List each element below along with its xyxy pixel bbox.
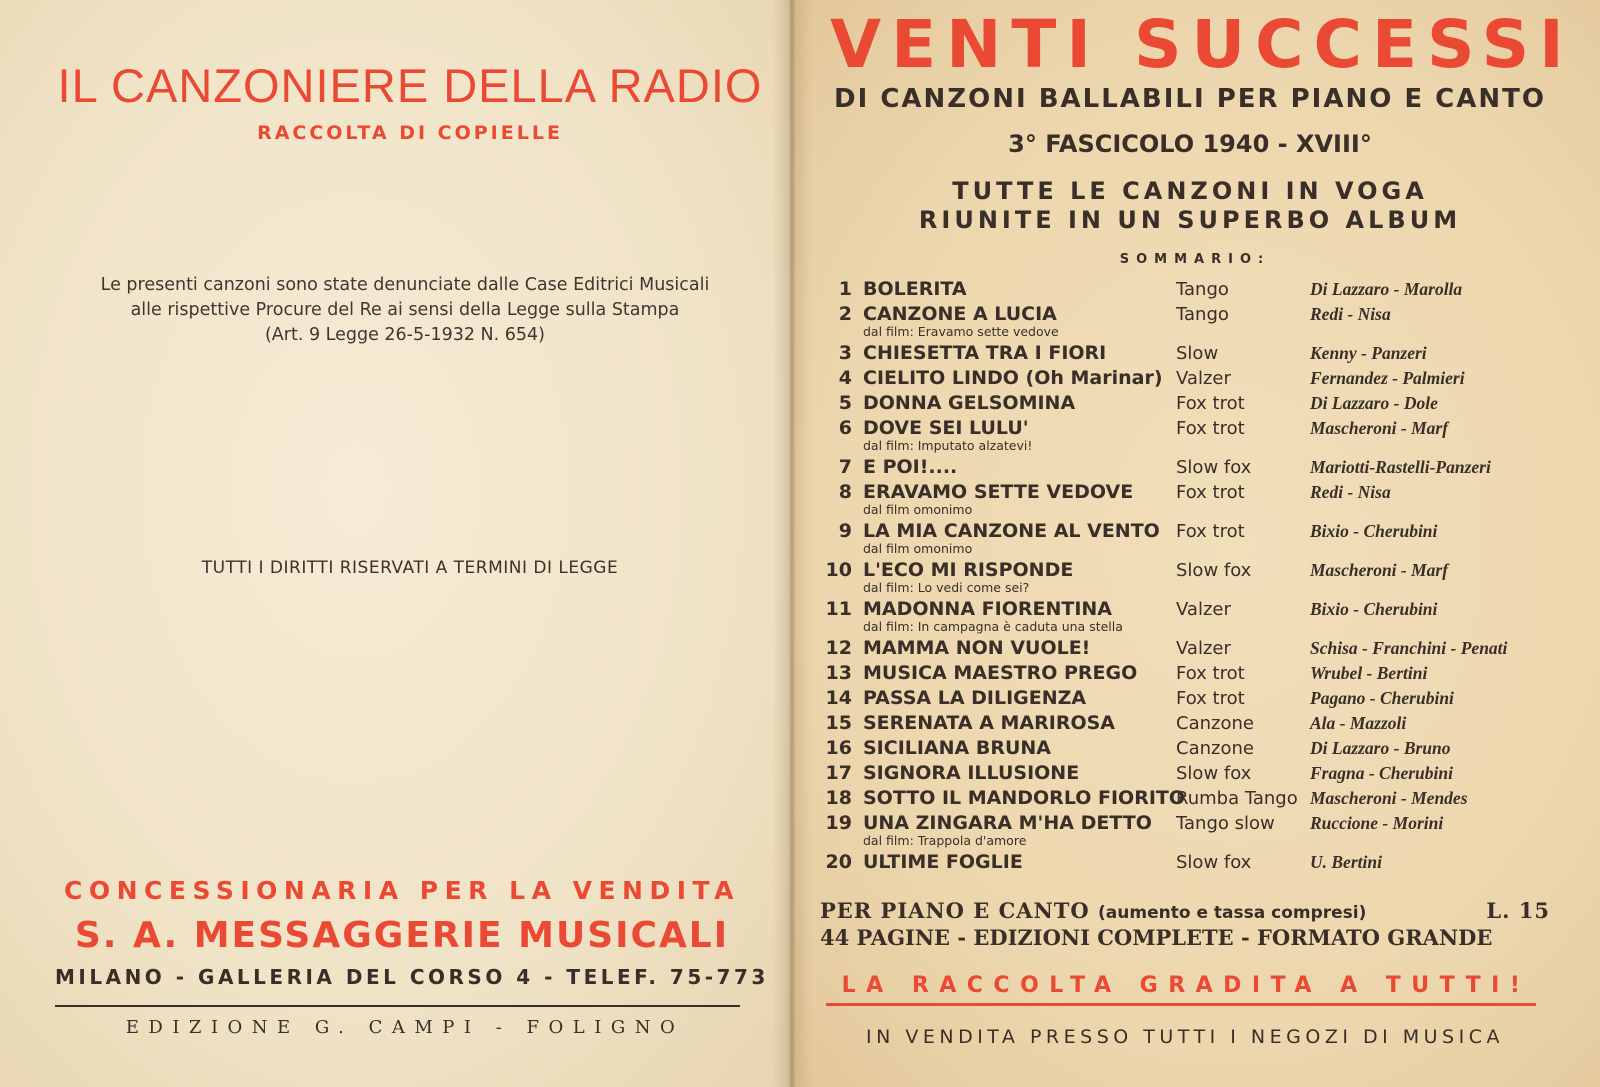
- legal-notice-line: alle rispettive Procure del Re ai sensi della Legge sulla Stampa: [130, 300, 680, 320]
- song-genre: Valzer: [1176, 638, 1231, 659]
- song-authors: Pagano - Cherubini: [1310, 688, 1454, 708]
- song-row: [820, 342, 1550, 367]
- song-list: [820, 278, 1550, 876]
- song-number: 16: [825, 737, 852, 759]
- song-title: CIELITO LINDO (Oh Marinar): [863, 367, 1163, 389]
- song-title: DONNA GELSOMINA: [863, 392, 1076, 414]
- song-title: CANZONE A LUCIA: [863, 303, 1057, 325]
- song-genre: Tango: [1176, 279, 1229, 300]
- price-line-label: PER PIANO E CANTO: [820, 898, 1090, 923]
- song-genre: Slow fox: [1176, 560, 1252, 581]
- song-authors: Ala - Mazzoli: [1310, 713, 1407, 733]
- song-row: [820, 417, 1550, 456]
- left-page-subtitle: RACCOLTA DI COPIELLE: [257, 122, 563, 144]
- song-row: [820, 520, 1550, 559]
- song-number: 5: [838, 392, 852, 414]
- song-authors: Bixio - Cherubini: [1310, 521, 1438, 541]
- legal-notice-line: Le presenti canzoni sono state denunciate dalle Case Editrici Musicali: [100, 275, 710, 295]
- issue-label: 3° FASCICOLO 1940 - XVIII°: [1008, 130, 1372, 158]
- edition-credit: EDIZIONE G. CAMPI - FOLIGNO: [125, 1017, 685, 1038]
- slogan-underline: [826, 1003, 1536, 1006]
- song-number: 13: [825, 662, 852, 684]
- slogan: LA RACCOLTA GRADITA A TUTTI!: [841, 973, 1531, 998]
- legal-notice: [55, 273, 755, 348]
- divider: [55, 1005, 740, 1007]
- song-title: BOLERITA: [863, 278, 967, 300]
- format-line: 44 PAGINE - EDIZIONI COMPLETE - FORMATO GRANDE: [820, 925, 1493, 950]
- song-number: 1: [838, 278, 852, 300]
- availability-line: IN VENDITA PRESSO TUTTI I NEGOZI DI MUSICA: [866, 1026, 1504, 1048]
- song-genre: Fox trot: [1176, 663, 1245, 684]
- song-number: 11: [825, 598, 852, 620]
- song-row: [820, 712, 1550, 737]
- song-genre: Slow fox: [1176, 852, 1252, 873]
- song-number: 18: [825, 787, 852, 809]
- song-authors: Redi - Nisa: [1310, 482, 1391, 502]
- song-genre: Fox trot: [1176, 688, 1245, 709]
- summary-heading: SOMMARIO:: [1119, 252, 1271, 267]
- song-number: 10: [825, 559, 852, 581]
- right-page-subtitle: DI CANZONI BALLABILI PER PIANO E CANTO: [834, 84, 1546, 114]
- song-authors: Fernandez - Palmieri: [1310, 368, 1465, 388]
- song-title: PASSA LA DILIGENZA: [863, 687, 1087, 709]
- song-authors: Di Lazzaro - Dole: [1310, 393, 1438, 413]
- song-row: [820, 812, 1550, 851]
- song-number: 4: [838, 367, 852, 389]
- song-number: 2: [838, 303, 852, 325]
- song-authors: Fragna - Cherubini: [1310, 763, 1453, 783]
- song-film-note: dal film: Imputato alzatevi!: [863, 438, 1033, 453]
- song-row: [820, 637, 1550, 662]
- song-authors: Mascheroni - Marf: [1310, 560, 1449, 580]
- song-row: [820, 367, 1550, 392]
- book-gutter: [772, 0, 812, 1087]
- publisher-name: S. A. MESSAGGERIE MUSICALI: [74, 915, 730, 956]
- song-genre: Fox trot: [1176, 482, 1245, 503]
- tagline-line: TUTTE LE CANZONI IN VOGA: [952, 177, 1428, 205]
- song-genre: Slow: [1176, 343, 1219, 364]
- song-authors: Di Lazzaro - Marolla: [1310, 279, 1463, 299]
- song-title: SICILIANA BRUNA: [863, 737, 1052, 759]
- song-title: SERENATA A MARIROSA: [863, 712, 1116, 734]
- song-row: [820, 303, 1550, 342]
- song-authors: Redi - Nisa: [1310, 304, 1391, 324]
- price-value: L. 15: [1486, 898, 1550, 923]
- song-genre: Canzone: [1176, 713, 1254, 734]
- song-genre: Tango: [1176, 304, 1229, 325]
- rights-reserved: TUTTI I DIRITTI RISERVATI A TERMINI DI LEGGE: [201, 558, 619, 578]
- song-authors: Schisa - Franchini - Penati: [1310, 638, 1508, 658]
- song-title: SIGNORA ILLUSIONE: [863, 762, 1080, 784]
- concession-heading: CONCESSIONARIA PER LA VENDITA: [64, 876, 740, 905]
- song-number: 9: [838, 520, 852, 542]
- song-row: [820, 392, 1550, 417]
- song-authors: Wrubel - Bertini: [1310, 663, 1428, 683]
- song-film-note: dal film: Trappola d'amore: [863, 833, 1027, 848]
- song-film-note: dal film: In campagna è caduta una stella: [863, 619, 1123, 634]
- song-number: 19: [825, 812, 852, 834]
- song-title: DOVE SEI LULU': [863, 417, 1029, 439]
- price-line-note: (aumento e tassa compresi): [1098, 903, 1367, 923]
- publisher-address: MILANO - GALLERIA DEL CORSO 4 - TELEF. 75-773: [55, 965, 769, 989]
- song-row: [820, 762, 1550, 787]
- song-number: 3: [838, 342, 852, 364]
- song-film-note: dal film omonimo: [863, 502, 973, 517]
- song-genre: Fox trot: [1176, 521, 1245, 542]
- song-authors: Ruccione - Morini: [1310, 813, 1444, 833]
- song-title: MUSICA MAESTRO PREGO: [863, 662, 1138, 684]
- right-page-title: VENTI SUCCESSI: [830, 6, 1574, 83]
- song-authors: Bixio - Cherubini: [1310, 599, 1438, 619]
- song-row: [820, 687, 1550, 712]
- song-authors: Mariotti-Rastelli-Panzeri: [1310, 457, 1491, 477]
- legal-notice-line: (Art. 9 Legge 26-5-1932 N. 654): [264, 325, 545, 345]
- left-page-title: IL CANZONIERE DELLA RADIO: [57, 59, 763, 112]
- song-genre: Slow fox: [1176, 457, 1252, 478]
- song-row: [820, 851, 1550, 876]
- song-number: 15: [825, 712, 852, 734]
- song-title: UNA ZINGARA M'HA DETTO: [863, 812, 1152, 834]
- song-row: [820, 481, 1550, 520]
- song-authors: U. Bertini: [1310, 852, 1382, 872]
- song-row: [820, 278, 1550, 303]
- song-genre: Slow fox: [1176, 763, 1252, 784]
- song-row: [820, 737, 1550, 762]
- left-page: [0, 0, 790, 1087]
- song-title: E POI!....: [863, 456, 958, 478]
- tagline: [820, 177, 1560, 235]
- song-number: 12: [825, 637, 852, 659]
- song-film-note: dal film: Lo vedi come sei?: [863, 580, 1030, 595]
- song-number: 6: [838, 417, 852, 439]
- song-row: [820, 456, 1550, 481]
- song-number: 8: [838, 481, 852, 503]
- song-authors: Mascheroni - Mendes: [1310, 788, 1468, 808]
- song-row: [820, 662, 1550, 687]
- song-title: ERAVAMO SETTE VEDOVE: [863, 481, 1134, 503]
- song-number: 14: [825, 687, 852, 709]
- song-authors: Di Lazzaro - Bruno: [1310, 738, 1451, 758]
- song-number: 17: [825, 762, 852, 784]
- song-genre: Fox trot: [1176, 418, 1245, 439]
- song-genre: Fox trot: [1176, 393, 1245, 414]
- song-row: [820, 559, 1550, 598]
- song-film-note: dal film: Eravamo sette vedove: [863, 324, 1059, 339]
- tagline-line: RIUNITE IN UN SUPERBO ALBUM: [918, 206, 1462, 234]
- song-authors: Kenny - Panzeri: [1310, 343, 1427, 363]
- song-genre: Valzer: [1176, 368, 1231, 389]
- song-title: CHIESETTA TRA I FIORI: [863, 342, 1107, 364]
- song-number: 20: [825, 851, 852, 873]
- song-genre: Canzone: [1176, 738, 1254, 759]
- song-genre: Tango slow: [1176, 813, 1275, 834]
- song-title: MADONNA FIORENTINA: [863, 598, 1113, 620]
- song-film-note: dal film omonimo: [863, 541, 973, 556]
- song-title: MAMMA NON VUOLE!: [863, 637, 1091, 659]
- song-genre: Rumba Tango: [1176, 788, 1298, 809]
- song-authors: Mascheroni - Marf: [1310, 418, 1449, 438]
- song-number: 7: [838, 456, 852, 478]
- song-row: [820, 787, 1550, 812]
- song-title: SOTTO IL MANDORLO FIORITO: [863, 787, 1186, 809]
- price-line: [820, 898, 1550, 923]
- song-title: L'ECO MI RISPONDE: [863, 559, 1074, 581]
- song-genre: Valzer: [1176, 599, 1231, 620]
- song-title: ULTIME FOGLIE: [863, 851, 1023, 873]
- song-row: [820, 598, 1550, 637]
- song-title: LA MIA CANZONE AL VENTO: [863, 520, 1160, 542]
